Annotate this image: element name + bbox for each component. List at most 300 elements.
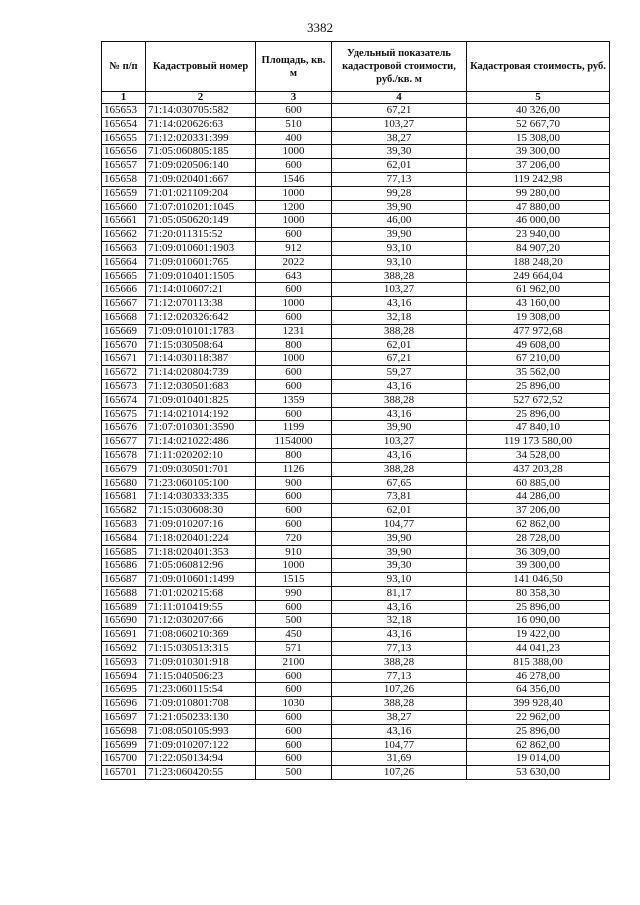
unit-value-cell: 67,21 — [332, 352, 467, 366]
cadastral-value-cell: 25 896,00 — [467, 600, 610, 614]
cadastral-value-cell: 47 880,00 — [467, 200, 610, 214]
row-number-cell: 165679 — [102, 462, 146, 476]
cadastral-value-cell: 15 308,00 — [467, 131, 610, 145]
area-cell: 1000 — [256, 214, 332, 228]
area-cell: 720 — [256, 531, 332, 545]
cadastral-number-cell: 71:18:020401:353 — [146, 545, 256, 559]
cadastral-value-cell: 40 326,00 — [467, 104, 610, 118]
unit-value-cell: 62,01 — [332, 338, 467, 352]
cadastral-value-cell: 37 206,00 — [467, 504, 610, 518]
cadastral-number-cell: 71:14:021014:192 — [146, 407, 256, 421]
unit-value-cell: 67,65 — [332, 476, 467, 490]
area-cell: 1000 — [256, 186, 332, 200]
cadastral-number-cell: 71:09:010101:1783 — [146, 324, 256, 338]
row-number-cell: 165653 — [102, 104, 146, 118]
cadastral-number-cell: 71:12:030501:683 — [146, 379, 256, 393]
row-number-cell: 165686 — [102, 559, 146, 573]
cadastral-value-cell: 399 928,40 — [467, 697, 610, 711]
table-row — [102, 490, 610, 504]
unit-value-cell: 38,27 — [332, 711, 467, 725]
cadastral-value-cell: 23 940,00 — [467, 228, 610, 242]
unit-value-cell: 43,16 — [332, 448, 467, 462]
unit-value-cell: 103,27 — [332, 435, 467, 449]
cadastral-value-cell: 44 041,23 — [467, 642, 610, 656]
table-row — [102, 504, 610, 518]
unit-value-cell: 43,16 — [332, 600, 467, 614]
row-number-cell: 165673 — [102, 379, 146, 393]
cadastral-value-cell: 37 206,00 — [467, 159, 610, 173]
area-cell: 600 — [256, 724, 332, 738]
table-row — [102, 628, 610, 642]
column-number: 4 — [332, 92, 467, 104]
area-cell: 1231 — [256, 324, 332, 338]
cadastral-number-cell: 71:14:020804:739 — [146, 366, 256, 380]
header-cadastral-value: Кадастровая стоимость, руб. — [467, 42, 610, 92]
area-cell: 1030 — [256, 697, 332, 711]
unit-value-cell: 39,90 — [332, 200, 467, 214]
area-cell: 400 — [256, 131, 332, 145]
row-number-cell: 165677 — [102, 435, 146, 449]
cadastral-value-cell: 61 962,00 — [467, 283, 610, 297]
area-cell: 600 — [256, 379, 332, 393]
area-cell: 990 — [256, 586, 332, 600]
table-row — [102, 462, 610, 476]
unit-value-cell: 39,90 — [332, 531, 467, 545]
area-cell: 600 — [256, 159, 332, 173]
cadastral-number-cell: 71:14:030118:387 — [146, 352, 256, 366]
area-cell: 1199 — [256, 421, 332, 435]
table-row — [102, 559, 610, 573]
table-row — [102, 324, 610, 338]
cadastral-value-cell: 52 667,70 — [467, 117, 610, 131]
cadastral-number-cell: 71:09:020401:667 — [146, 172, 256, 186]
cadastral-number-cell: 71:09:010207:122 — [146, 738, 256, 752]
table-row — [102, 752, 610, 766]
unit-value-cell: 77,13 — [332, 669, 467, 683]
unit-value-cell: 62,01 — [332, 159, 467, 173]
cadastral-number-cell: 71:21:050233:130 — [146, 711, 256, 725]
area-cell: 1000 — [256, 297, 332, 311]
table-row — [102, 310, 610, 324]
row-number-cell: 165701 — [102, 766, 146, 780]
area-cell: 1000 — [256, 559, 332, 573]
table-row — [102, 683, 610, 697]
row-number-cell: 165696 — [102, 697, 146, 711]
cadastral-value-table — [101, 41, 610, 780]
cadastral-number-cell: 71:15:030513:315 — [146, 642, 256, 656]
area-cell: 1154000 — [256, 435, 332, 449]
table-row — [102, 283, 610, 297]
cadastral-value-cell: 39 300,00 — [467, 559, 610, 573]
cadastral-number-cell: 71:09:010207:16 — [146, 517, 256, 531]
unit-value-cell: 43,16 — [332, 724, 467, 738]
cadastral-number-cell: 71:23:060420:55 — [146, 766, 256, 780]
unit-value-cell: 104,77 — [332, 517, 467, 531]
row-number-cell: 165700 — [102, 752, 146, 766]
unit-value-cell: 67,21 — [332, 104, 467, 118]
cadastral-value-cell: 19 308,00 — [467, 310, 610, 324]
cadastral-value-cell: 49 608,00 — [467, 338, 610, 352]
unit-value-cell: 388,28 — [332, 655, 467, 669]
row-number-cell: 165666 — [102, 283, 146, 297]
row-number-cell: 165675 — [102, 407, 146, 421]
cadastral-number-cell: 71:14:030705:582 — [146, 104, 256, 118]
cadastral-number-cell: 71:09:030501:701 — [146, 462, 256, 476]
unit-value-cell: 388,28 — [332, 393, 467, 407]
cadastral-value-cell: 477 972,68 — [467, 324, 610, 338]
row-number-cell: 165695 — [102, 683, 146, 697]
cadastral-number-cell: 71:18:020401:224 — [146, 531, 256, 545]
row-number-cell: 165690 — [102, 614, 146, 628]
cadastral-value-cell: 19 014,00 — [467, 752, 610, 766]
cadastral-value-cell: 67 210,00 — [467, 352, 610, 366]
cadastral-value-cell: 46 278,00 — [467, 669, 610, 683]
area-cell: 800 — [256, 448, 332, 462]
cadastral-number-cell: 71:15:030508:64 — [146, 338, 256, 352]
table-header-row — [102, 42, 610, 92]
table-row — [102, 366, 610, 380]
row-number-cell: 165685 — [102, 545, 146, 559]
table-row — [102, 379, 610, 393]
column-number: 1 — [102, 92, 146, 104]
row-number-cell: 165683 — [102, 517, 146, 531]
row-number-cell: 165670 — [102, 338, 146, 352]
table-row — [102, 117, 610, 131]
row-number-cell: 165661 — [102, 214, 146, 228]
row-number-cell: 165663 — [102, 241, 146, 255]
table-row — [102, 269, 610, 283]
unit-value-cell: 93,10 — [332, 241, 467, 255]
row-number-cell: 165676 — [102, 421, 146, 435]
table-row — [102, 200, 610, 214]
cadastral-number-cell: 71:14:030333:335 — [146, 490, 256, 504]
row-number-cell: 165697 — [102, 711, 146, 725]
unit-value-cell: 39,30 — [332, 559, 467, 573]
cadastral-number-cell: 71:09:010601:1903 — [146, 241, 256, 255]
table-row — [102, 655, 610, 669]
unit-value-cell: 388,28 — [332, 697, 467, 711]
cadastral-number-cell: 71:09:020506:140 — [146, 159, 256, 173]
row-number-cell: 165654 — [102, 117, 146, 131]
table-row — [102, 697, 610, 711]
row-number-cell: 165688 — [102, 586, 146, 600]
cadastral-number-cell: 71:09:010601:765 — [146, 255, 256, 269]
cadastral-number-cell: 71:23:060115:54 — [146, 683, 256, 697]
cadastral-value-cell: 80 358,30 — [467, 586, 610, 600]
area-cell: 900 — [256, 476, 332, 490]
cadastral-number-cell: 71:01:021109:204 — [146, 186, 256, 200]
row-number-cell: 165698 — [102, 724, 146, 738]
cadastral-value-cell: 39 300,00 — [467, 145, 610, 159]
cadastral-value-cell: 119 173 580,00 — [467, 435, 610, 449]
row-number-cell: 165658 — [102, 172, 146, 186]
cadastral-number-cell: 71:20:011315:52 — [146, 228, 256, 242]
unit-value-cell: 73,81 — [332, 490, 467, 504]
cadastral-number-cell: 71:15:030608:30 — [146, 504, 256, 518]
cadastral-number-cell: 71:12:070113:38 — [146, 297, 256, 311]
area-cell: 500 — [256, 766, 332, 780]
cadastral-number-cell: 71:09:010601:1499 — [146, 573, 256, 587]
row-number-cell: 165689 — [102, 600, 146, 614]
row-number-cell: 165669 — [102, 324, 146, 338]
row-number-cell: 165681 — [102, 490, 146, 504]
area-cell: 600 — [256, 366, 332, 380]
table-row — [102, 545, 610, 559]
cadastral-value-cell: 437 203,28 — [467, 462, 610, 476]
cadastral-value-cell: 46 000,00 — [467, 214, 610, 228]
table-row — [102, 104, 610, 118]
area-cell: 500 — [256, 614, 332, 628]
table-row — [102, 338, 610, 352]
cadastral-value-cell: 815 388,00 — [467, 655, 610, 669]
table-row — [102, 131, 610, 145]
row-number-cell: 165699 — [102, 738, 146, 752]
table-row — [102, 738, 610, 752]
cadastral-number-cell: 71:05:050620:149 — [146, 214, 256, 228]
unit-value-cell: 39,30 — [332, 145, 467, 159]
area-cell: 2100 — [256, 655, 332, 669]
cadastral-number-cell: 71:07:010301:3590 — [146, 421, 256, 435]
area-cell: 600 — [256, 310, 332, 324]
unit-value-cell: 32,18 — [332, 614, 467, 628]
cadastral-number-cell: 71:12:030207:66 — [146, 614, 256, 628]
cadastral-value-cell: 22 962,00 — [467, 711, 610, 725]
column-number: 3 — [256, 92, 332, 104]
cadastral-number-cell: 71:12:020331:399 — [146, 131, 256, 145]
unit-value-cell: 103,27 — [332, 117, 467, 131]
row-number-cell: 165660 — [102, 200, 146, 214]
area-cell: 600 — [256, 600, 332, 614]
cadastral-value-cell: 47 840,10 — [467, 421, 610, 435]
unit-value-cell: 43,16 — [332, 407, 467, 421]
unit-value-cell: 39,90 — [332, 228, 467, 242]
table-row — [102, 241, 610, 255]
area-cell: 600 — [256, 228, 332, 242]
unit-value-cell: 31,69 — [332, 752, 467, 766]
area-cell: 1126 — [256, 462, 332, 476]
row-number-cell: 165667 — [102, 297, 146, 311]
row-number-cell: 165672 — [102, 366, 146, 380]
cadastral-value-cell: 25 896,00 — [467, 407, 610, 421]
table-row — [102, 517, 610, 531]
table-row — [102, 476, 610, 490]
cadastral-value-cell: 28 728,00 — [467, 531, 610, 545]
area-cell: 643 — [256, 269, 332, 283]
cadastral-value-cell: 36 309,00 — [467, 545, 610, 559]
row-number-cell: 165691 — [102, 628, 146, 642]
row-number-cell: 165655 — [102, 131, 146, 145]
area-cell: 1515 — [256, 573, 332, 587]
column-number-row — [102, 92, 610, 104]
cadastral-number-cell: 71:05:060805:185 — [146, 145, 256, 159]
unit-value-cell: 107,26 — [332, 766, 467, 780]
table-row — [102, 531, 610, 545]
table-row — [102, 407, 610, 421]
unit-value-cell: 103,27 — [332, 283, 467, 297]
area-cell: 1000 — [256, 352, 332, 366]
unit-value-cell: 59,27 — [332, 366, 467, 380]
row-number-cell: 165662 — [102, 228, 146, 242]
cadastral-value-cell: 188 248,20 — [467, 255, 610, 269]
cadastral-value-cell: 141 046,50 — [467, 573, 610, 587]
cadastral-value-cell: 43 160,00 — [467, 297, 610, 311]
table-row — [102, 297, 610, 311]
table-row — [102, 448, 610, 462]
area-cell: 600 — [256, 683, 332, 697]
table-row — [102, 421, 610, 435]
area-cell: 510 — [256, 117, 332, 131]
row-number-cell: 165664 — [102, 255, 146, 269]
table-row — [102, 669, 610, 683]
row-number-cell: 165665 — [102, 269, 146, 283]
cadastral-value-cell: 19 422,00 — [467, 628, 610, 642]
row-number-cell: 165668 — [102, 310, 146, 324]
unit-value-cell: 32,18 — [332, 310, 467, 324]
area-cell: 2022 — [256, 255, 332, 269]
area-cell: 1359 — [256, 393, 332, 407]
row-number-cell: 165678 — [102, 448, 146, 462]
cadastral-number-cell: 71:08:050105:993 — [146, 724, 256, 738]
table-body — [102, 104, 610, 780]
area-cell: 600 — [256, 738, 332, 752]
unit-value-cell: 39,90 — [332, 421, 467, 435]
area-cell: 910 — [256, 545, 332, 559]
table-row — [102, 600, 610, 614]
unit-value-cell: 388,28 — [332, 462, 467, 476]
area-cell: 1200 — [256, 200, 332, 214]
unit-value-cell: 77,13 — [332, 642, 467, 656]
unit-value-cell: 43,16 — [332, 379, 467, 393]
cadastral-value-cell: 527 672,52 — [467, 393, 610, 407]
cadastral-value-cell: 25 896,00 — [467, 724, 610, 738]
row-number-cell: 165680 — [102, 476, 146, 490]
area-cell: 800 — [256, 338, 332, 352]
row-number-cell: 165656 — [102, 145, 146, 159]
table-row — [102, 255, 610, 269]
area-cell: 450 — [256, 628, 332, 642]
cadastral-number-cell: 71:12:020326:642 — [146, 310, 256, 324]
cadastral-value-cell: 35 562,00 — [467, 366, 610, 380]
cadastral-value-cell: 64 356,00 — [467, 683, 610, 697]
area-cell: 600 — [256, 407, 332, 421]
cadastral-number-cell: 71:09:010401:825 — [146, 393, 256, 407]
cadastral-number-cell: 71:08:060210:369 — [146, 628, 256, 642]
unit-value-cell: 93,10 — [332, 573, 467, 587]
table-row — [102, 214, 610, 228]
page-number: 3382 — [307, 20, 333, 35]
cadastral-number-cell: 71:09:010301:918 — [146, 655, 256, 669]
area-cell: 600 — [256, 490, 332, 504]
area-cell: 600 — [256, 669, 332, 683]
cadastral-value-cell: 99 280,00 — [467, 186, 610, 200]
area-cell: 600 — [256, 752, 332, 766]
table-row — [102, 642, 610, 656]
cadastral-number-cell: 71:01:020215:68 — [146, 586, 256, 600]
row-number-cell: 165671 — [102, 352, 146, 366]
row-number-cell: 165657 — [102, 159, 146, 173]
table-row — [102, 172, 610, 186]
unit-value-cell: 93,10 — [332, 255, 467, 269]
unit-value-cell: 46,00 — [332, 214, 467, 228]
row-number-cell: 165687 — [102, 573, 146, 587]
unit-value-cell: 77,13 — [332, 172, 467, 186]
row-number-cell: 165682 — [102, 504, 146, 518]
unit-value-cell: 43,16 — [332, 628, 467, 642]
row-number-cell: 165659 — [102, 186, 146, 200]
table-row — [102, 228, 610, 242]
header-row-number: № п/п — [102, 42, 146, 92]
cadastral-value-cell: 84 907,20 — [467, 241, 610, 255]
unit-value-cell: 43,16 — [332, 297, 467, 311]
cadastral-value-cell: 62 862,00 — [467, 738, 610, 752]
table-row — [102, 573, 610, 587]
unit-value-cell: 38,27 — [332, 131, 467, 145]
unit-value-cell: 388,28 — [332, 269, 467, 283]
cadastral-number-cell: 71:22:050134:94 — [146, 752, 256, 766]
cadastral-number-cell: 71:09:010801:708 — [146, 697, 256, 711]
cadastral-number-cell: 71:23:060105:100 — [146, 476, 256, 490]
unit-value-cell: 81,17 — [332, 586, 467, 600]
cadastral-number-cell: 71:14:021022:486 — [146, 435, 256, 449]
cadastral-value-cell: 53 630,00 — [467, 766, 610, 780]
unit-value-cell: 62,01 — [332, 504, 467, 518]
area-cell: 600 — [256, 504, 332, 518]
row-number-cell: 165674 — [102, 393, 146, 407]
area-cell: 912 — [256, 241, 332, 255]
row-number-cell: 165684 — [102, 531, 146, 545]
cadastral-value-cell: 119 242,98 — [467, 172, 610, 186]
cadastral-value-cell: 62 862,00 — [467, 517, 610, 531]
area-cell: 1546 — [256, 172, 332, 186]
table-row — [102, 186, 610, 200]
cadastral-number-cell: 71:05:060812:96 — [146, 559, 256, 573]
table-row — [102, 145, 610, 159]
cadastral-value-cell: 60 885,00 — [467, 476, 610, 490]
cadastral-value-cell: 249 664,04 — [467, 269, 610, 283]
column-number: 2 — [146, 92, 256, 104]
table-row — [102, 159, 610, 173]
area-cell: 571 — [256, 642, 332, 656]
cadastral-value-cell: 34 528,00 — [467, 448, 610, 462]
unit-value-cell: 107,26 — [332, 683, 467, 697]
area-cell: 600 — [256, 283, 332, 297]
cadastral-number-cell: 71:14:020626:63 — [146, 117, 256, 131]
unit-value-cell: 39,90 — [332, 545, 467, 559]
table-row — [102, 724, 610, 738]
table-row — [102, 586, 610, 600]
header-area: Площадь, кв. м — [256, 42, 332, 92]
cadastral-value-cell: 25 896,00 — [467, 379, 610, 393]
row-number-cell: 165694 — [102, 669, 146, 683]
cadastral-number-cell: 71:07:010201:1045 — [146, 200, 256, 214]
table-row — [102, 435, 610, 449]
cadastral-number-cell: 71:15:040506:23 — [146, 669, 256, 683]
row-number-cell: 165692 — [102, 642, 146, 656]
cadastral-value-cell: 44 286,00 — [467, 490, 610, 504]
area-cell: 600 — [256, 104, 332, 118]
table-row — [102, 766, 610, 780]
table-row — [102, 711, 610, 725]
table-row — [102, 352, 610, 366]
header-cadastral-number: Кадастровый номер — [146, 42, 256, 92]
cadastral-number-cell: 71:11:010419:55 — [146, 600, 256, 614]
area-cell: 1000 — [256, 145, 332, 159]
column-number: 5 — [467, 92, 610, 104]
cadastral-number-cell: 71:14:010607:21 — [146, 283, 256, 297]
unit-value-cell: 99,28 — [332, 186, 467, 200]
cadastral-number-cell: 71:09:010401:1505 — [146, 269, 256, 283]
area-cell: 600 — [256, 711, 332, 725]
